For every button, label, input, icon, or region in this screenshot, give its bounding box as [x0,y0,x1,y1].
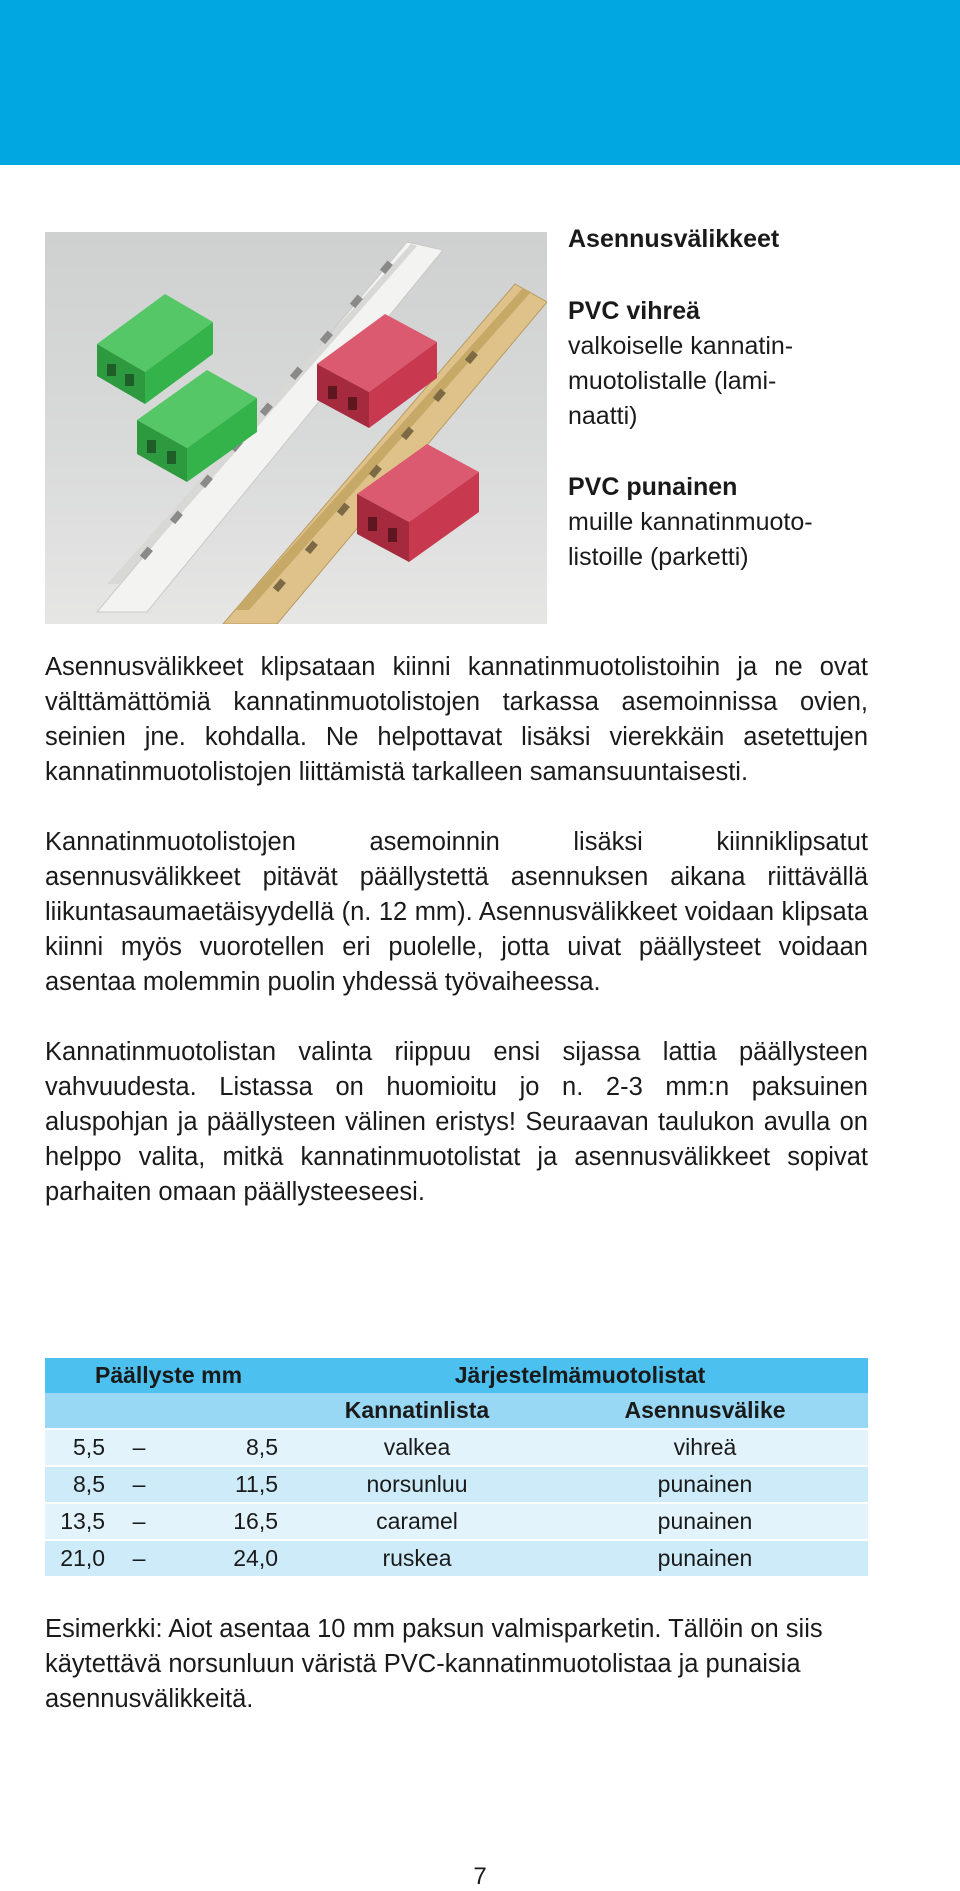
red-spacer-info [568,470,928,575]
product-sidebar [568,222,928,611]
example-text: Esimerkki: Aiot asentaa 10 mm paksun valmisparketin. Tällöin on siis käytettävä norsunluun väristä PVC-kannatinmuotolistaa ja punaisia asennusvälikkeitä. [45,1615,823,1713]
paragraph-1: Asennusvälikkeet klipsataan kiinni kannatinmuotolistoihin ja ne ovat välttämättömiä kannatinmuotolistojen tarkassa asemoinnissa ovien, seinien jne. kohdalla. Ne helpottavat lisäksi vierekkäin asetettujen kannatinmuotolistojen liittämistä tarkalleen samansuuntaisesti. [45,653,868,786]
table-row [45,1466,868,1503]
cell-dash: – [105,1540,173,1576]
body-text [45,650,868,1245]
table-header-row [45,1358,868,1393]
cell-kannatinlista: caramel [292,1503,542,1540]
cell-from: 13,5 [45,1503,105,1540]
green-spacer-text-line: naatti) [568,402,638,430]
cell-asennusvalike: punainen [542,1503,868,1540]
cell-asennusvalike: punainen [542,1466,868,1503]
sidebar-title: Asennusvälikkeet [568,225,780,253]
subheader-empty [173,1393,292,1429]
page-number: 7 [473,1863,487,1890]
cell-from: 5,5 [45,1429,105,1466]
spacers-and-profiles-illustration [45,232,547,624]
header-kannatinlista: Kannatinlista [292,1393,542,1429]
paragraph-3: Kannatinmuotolistan valinta riippuu ensi sijassa lattia päällysteen vahvuudesta. Listassa on huomioitu jo n. 2-3 mm:n paksuinen aluspohjan ja päällysteen välinen eristys! Seuraavan taulukon avulla on helppo valita, mitkä kannatinmuotolistat ja asennusvälikkeet sopivat parhaiten omaan päällysteeseesi. [45,1038,868,1206]
cell-from: 8,5 [45,1466,105,1503]
subheader-empty [105,1393,173,1429]
cell-to: 16,5 [173,1503,292,1540]
subheader-empty [45,1393,105,1429]
header-asennusvalike: Asennusvälike [542,1393,868,1429]
green-spacer-text-line: muotolistalle (lami- [568,367,777,395]
product-photo [45,232,547,624]
selection-table [45,1358,868,1576]
cell-dash: – [105,1503,173,1540]
table-row [45,1540,868,1576]
header-system-profiles: Järjestelmämuotolistat [292,1358,868,1393]
cell-asennusvalike: punainen [542,1540,868,1576]
cell-asennusvalike: vihreä [542,1429,868,1466]
paragraph-2: Kannatinmuotolistojen asemoinnin lisäksi kiinniklipsatut asennusvälikkeet pitävät päällystettä asennuksen aikana riittävällä liikuntasaumaetäisyydellä (n. 12 mm). Asennusvälikkeet voidaan klipsata kiinni myös vuorotellen eri puolelle, jotta uivat päällysteet voidaan asentaa molemmin puolin yhdessä työvaiheessa. [45,828,868,996]
table-row [45,1429,868,1466]
cell-to: 24,0 [173,1540,292,1576]
cell-kannatinlista: ruskea [292,1540,542,1576]
cell-kannatinlista: norsunluu [292,1466,542,1503]
red-spacer-text-line: listoille (parketti) [568,543,749,571]
red-spacer-heading: PVC punainen [568,473,738,501]
cell-dash: – [105,1466,173,1503]
cell-to: 11,5 [173,1466,292,1503]
red-spacer-text-line: muille kannatinmuoto- [568,508,813,536]
green-spacer-heading: PVC vihreä [568,297,701,325]
top-color-band [0,0,960,165]
table-row [45,1503,868,1540]
header-thickness: Päällyste mm [45,1358,292,1393]
cell-to: 8,5 [173,1429,292,1466]
cell-from: 21,0 [45,1540,105,1576]
green-spacer-text-line: valkoiselle kannatin- [568,332,794,360]
green-spacer-info [568,294,928,434]
table-subheader-row [45,1393,868,1429]
cell-kannatinlista: valkea [292,1429,542,1466]
cell-dash: – [105,1429,173,1466]
